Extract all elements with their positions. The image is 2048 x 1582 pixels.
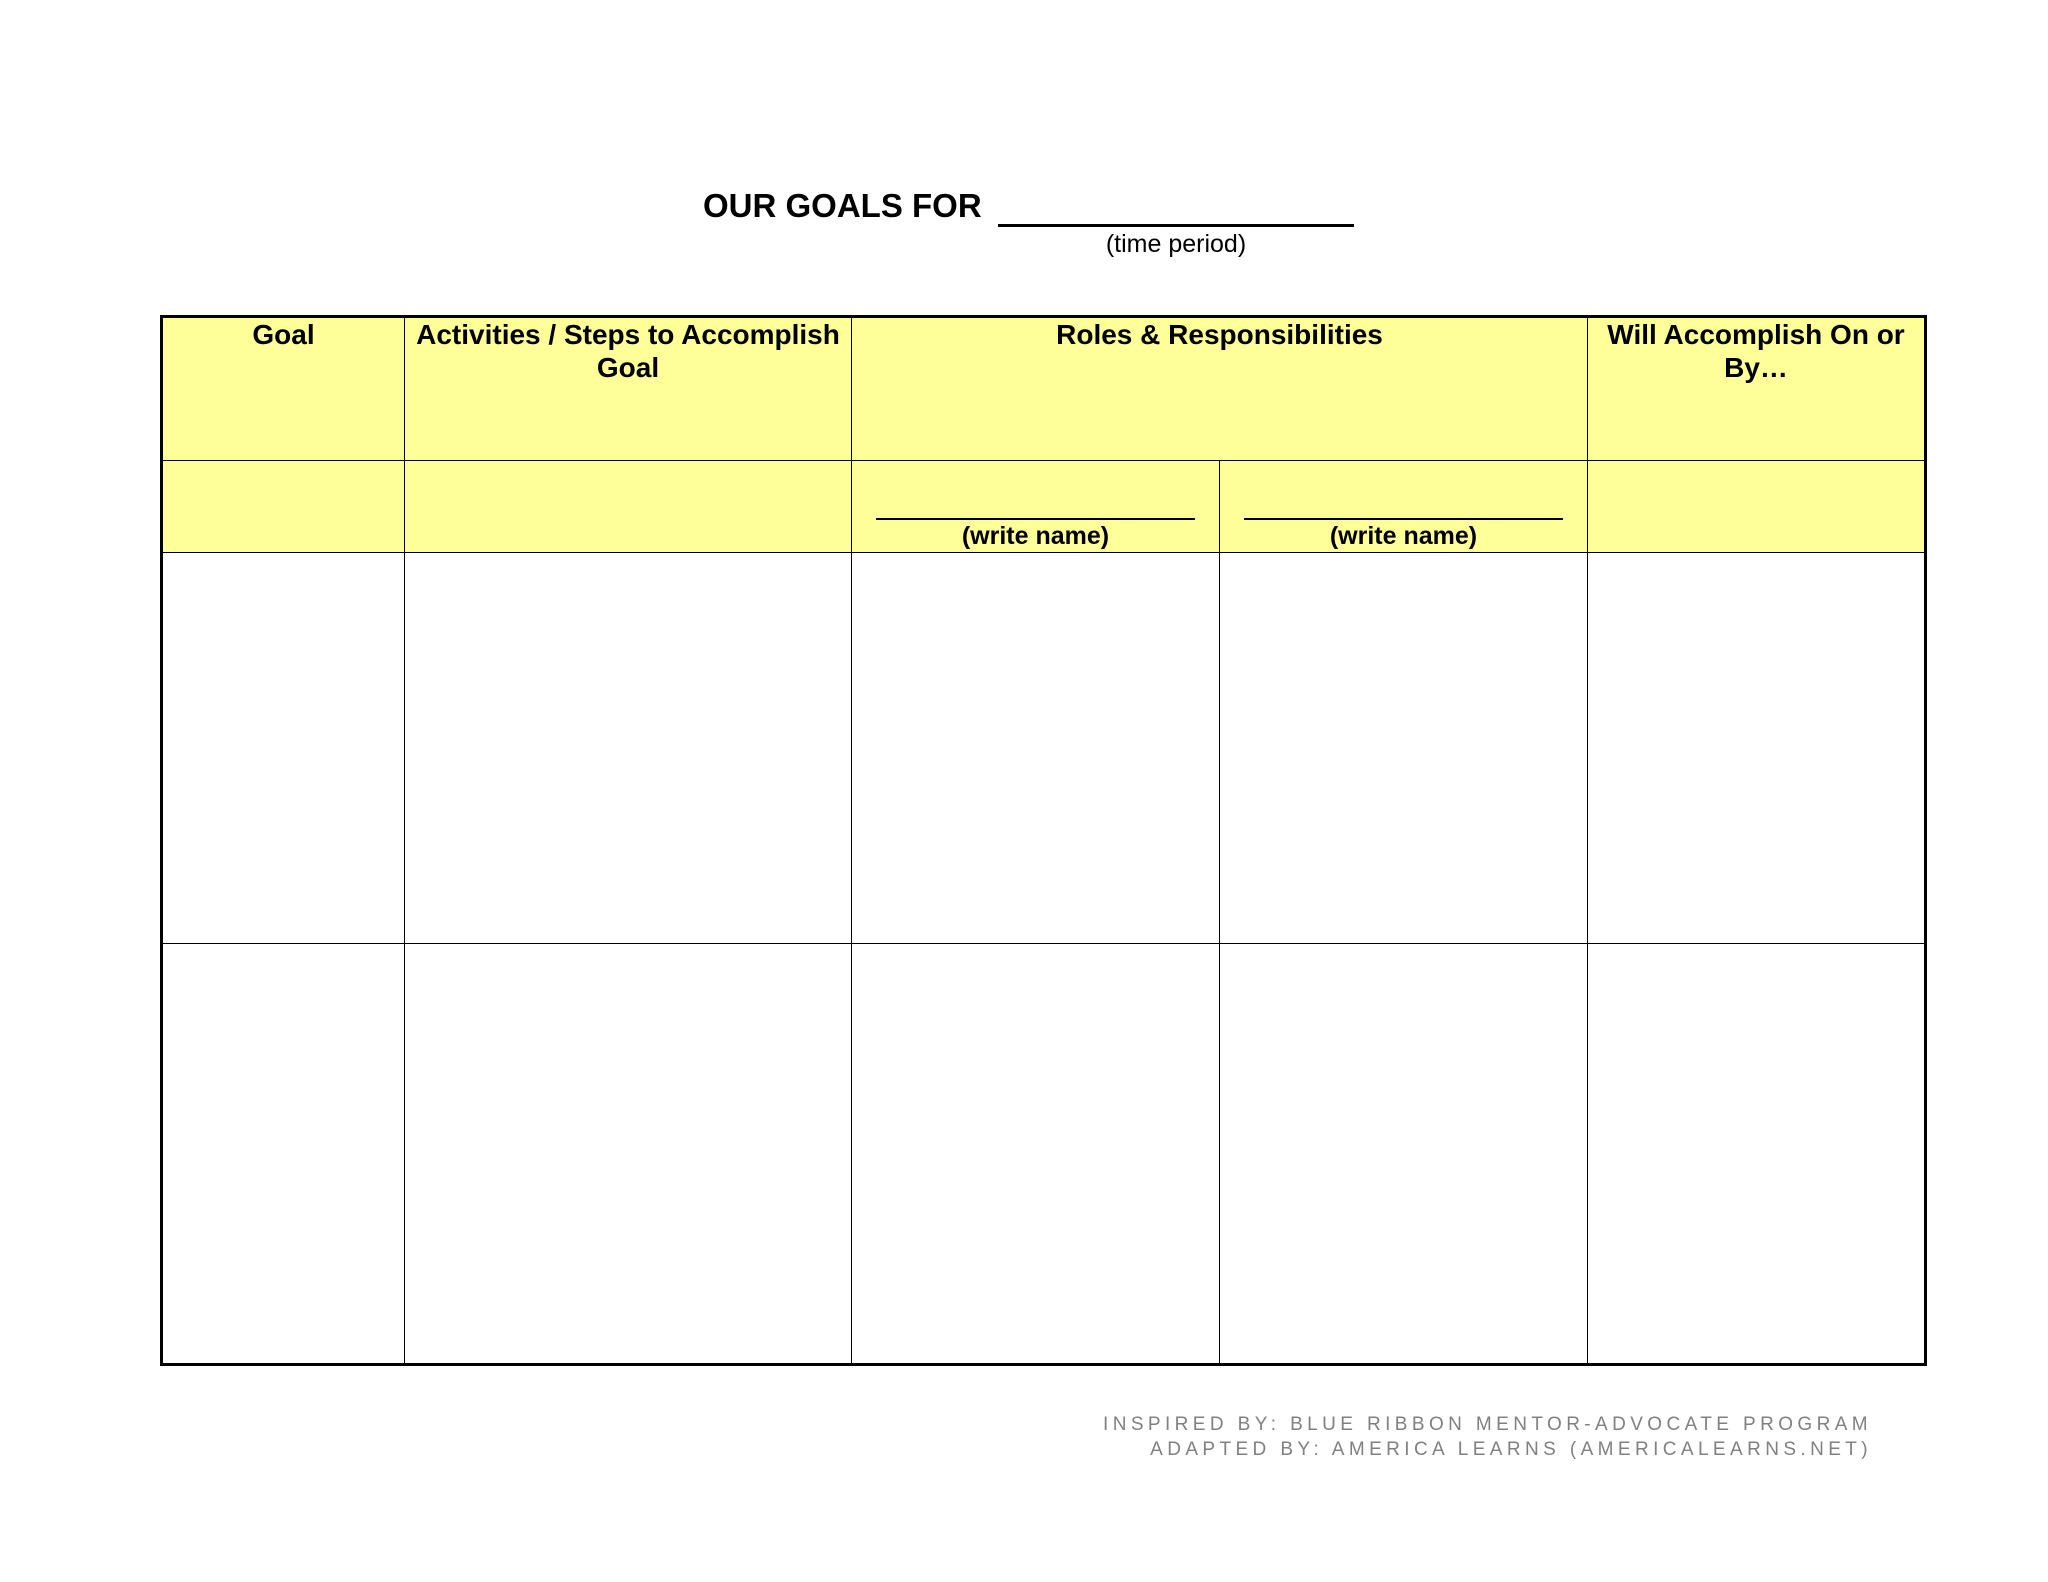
name-label-2: (write name): [1329, 522, 1478, 550]
role-2-cell[interactable]: [1220, 944, 1588, 1365]
role-1-cell[interactable]: [852, 944, 1220, 1365]
name-line-2: [1244, 518, 1563, 520]
header-goal: Goal: [162, 317, 405, 461]
name-field-1[interactable]: [852, 461, 1220, 553]
name-field-2[interactable]: [1220, 461, 1588, 553]
activities-cell[interactable]: [405, 944, 852, 1365]
activities-cell[interactable]: [405, 553, 852, 944]
time-period-blank-line[interactable]: [998, 224, 1354, 227]
deadline-cell[interactable]: [1588, 553, 1926, 944]
page-title: OUR GOALS FOR: [703, 187, 982, 224]
deadline-cell[interactable]: [1588, 944, 1926, 1365]
header-deadline: Will Accomplish On or By…: [1588, 317, 1926, 461]
role-2-cell[interactable]: [1220, 553, 1588, 944]
name-label-1: (write name): [961, 522, 1110, 550]
goals-table: [160, 315, 1927, 1366]
credits-footer: [1103, 1412, 1872, 1462]
role-1-cell[interactable]: [852, 553, 1220, 944]
header-activities: Activities / Steps to Accomplish Goal: [405, 317, 852, 461]
name-line-1: [876, 518, 1195, 520]
name-row-goal-cell: [162, 461, 405, 553]
name-row: [162, 461, 1926, 553]
adapted-by-credit: ADAPTED BY: AMERICA LEARNS (AMERICALEARNS.NET): [1150, 1439, 1872, 1460]
inspired-by-credit: INSPIRED BY: BLUE RIBBON MENTOR-ADVOCATE PROGRAM: [1103, 1414, 1872, 1435]
name-row-activities-cell: [405, 461, 852, 553]
goal-cell[interactable]: [162, 944, 405, 1365]
header-row: [162, 317, 1926, 461]
name-row-deadline-cell: [1588, 461, 1926, 553]
time-period-hint: (time period): [1105, 230, 1247, 258]
table-row: [162, 553, 1926, 944]
goal-cell[interactable]: [162, 553, 405, 944]
header-roles: Roles & Responsibilities: [852, 317, 1588, 461]
table-row: [162, 944, 1926, 1365]
